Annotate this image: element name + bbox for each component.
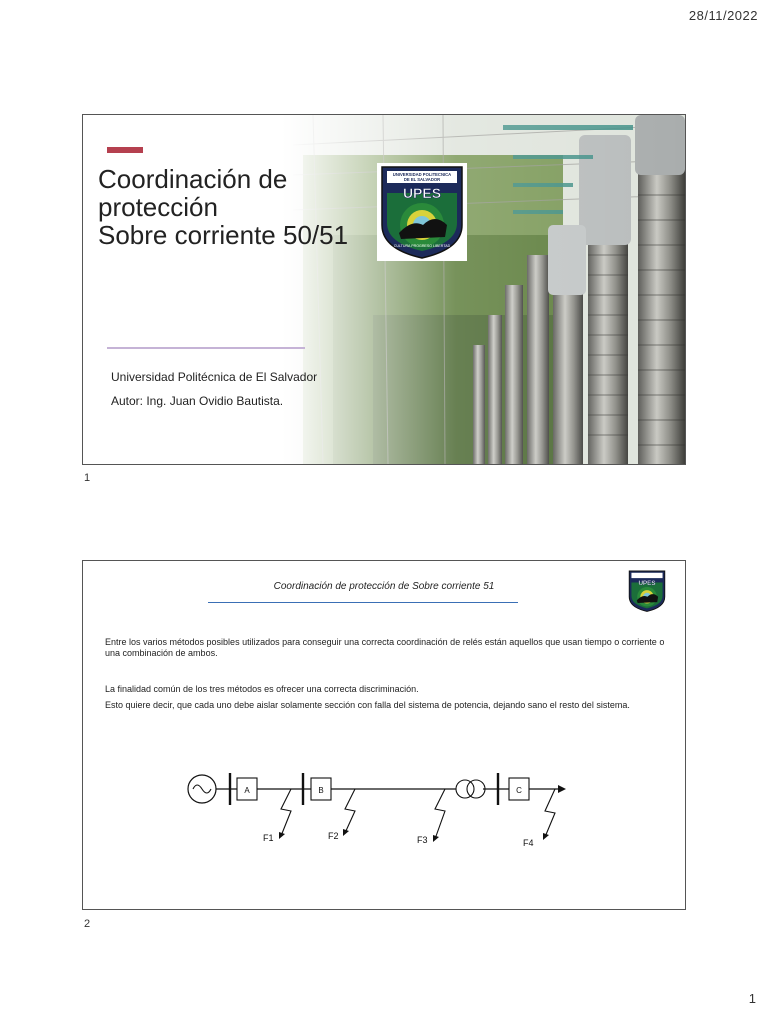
fault-f3-label: F3	[417, 835, 428, 845]
fault-f4-label: F4	[523, 838, 534, 848]
logo-motto: CULTURA PROGRESO LIBERTAD	[393, 244, 451, 248]
title-line-3: Sobre corriente 50/51	[98, 220, 349, 250]
title-accent-bar	[107, 147, 143, 153]
page-number: 1	[748, 991, 756, 1006]
logo-acronym: UPES	[402, 185, 442, 201]
university-name: Universidad Politécnica de El Salvador	[111, 370, 318, 384]
paragraph-3: Esto quiere decir, que cada uno debe aislar solamente sección con falla del sistema de potencia, dejando sano el resto del sistema.	[105, 700, 630, 710]
fault-f1-label: F1	[263, 833, 274, 843]
fault-f1-arrow	[279, 832, 285, 839]
logo-small-acronym: UPES	[638, 579, 656, 587]
slide-2-header: Coordinación de protección de Sobre corriente 51	[273, 581, 495, 592]
slide-number-2: 2	[84, 918, 91, 930]
upes-logo	[377, 163, 467, 261]
print-date: 28/11/2022	[688, 8, 758, 23]
fault-f2-symbol	[345, 789, 355, 833]
slide-2	[82, 560, 686, 910]
logo-text-1: UNIVERSIDAD POLITECNICA	[392, 172, 452, 177]
breaker-b-label: B	[318, 786, 324, 795]
fault-f1-symbol	[281, 789, 291, 836]
generator-wave	[193, 785, 211, 793]
line-arrow	[558, 785, 566, 793]
breaker-c-label: C	[516, 786, 522, 795]
author-line: Autor: Ing. Juan Ovidio Bautista.	[111, 394, 284, 408]
fault-f3-arrow	[433, 835, 439, 842]
slide-1-subtitle	[111, 365, 317, 413]
slide-1-title	[98, 165, 348, 249]
paragraph-1: Entre los varios métodos posibles utilizados para conseguir una correcta coordinación de relés están aquellos que usan tiempo o corriente o una combinación de ambos.	[105, 637, 665, 658]
title-divider	[107, 347, 305, 349]
slide-1	[82, 114, 686, 465]
upes-logo-small	[627, 569, 667, 613]
title-line-1: Coordinación de	[98, 164, 288, 194]
logo-text-2: DE EL SALVADOR	[403, 177, 441, 182]
slide-number-1: 1	[84, 472, 91, 484]
fault-f4-arrow	[543, 833, 549, 840]
fault-f3-symbol	[435, 789, 445, 839]
fault-f4-symbol	[545, 789, 555, 837]
single-line-diagram	[183, 761, 573, 861]
title-line-2: protección	[98, 192, 218, 222]
transformer-winding-1	[456, 780, 474, 798]
paragraph-2: La finalidad común de los tres métodos es ofrecer una correcta discriminación.	[105, 684, 419, 694]
fault-f2-arrow	[343, 829, 349, 836]
header-rule	[208, 602, 518, 603]
fault-f2-label: F2	[328, 831, 339, 841]
breaker-a-label: A	[244, 786, 250, 795]
